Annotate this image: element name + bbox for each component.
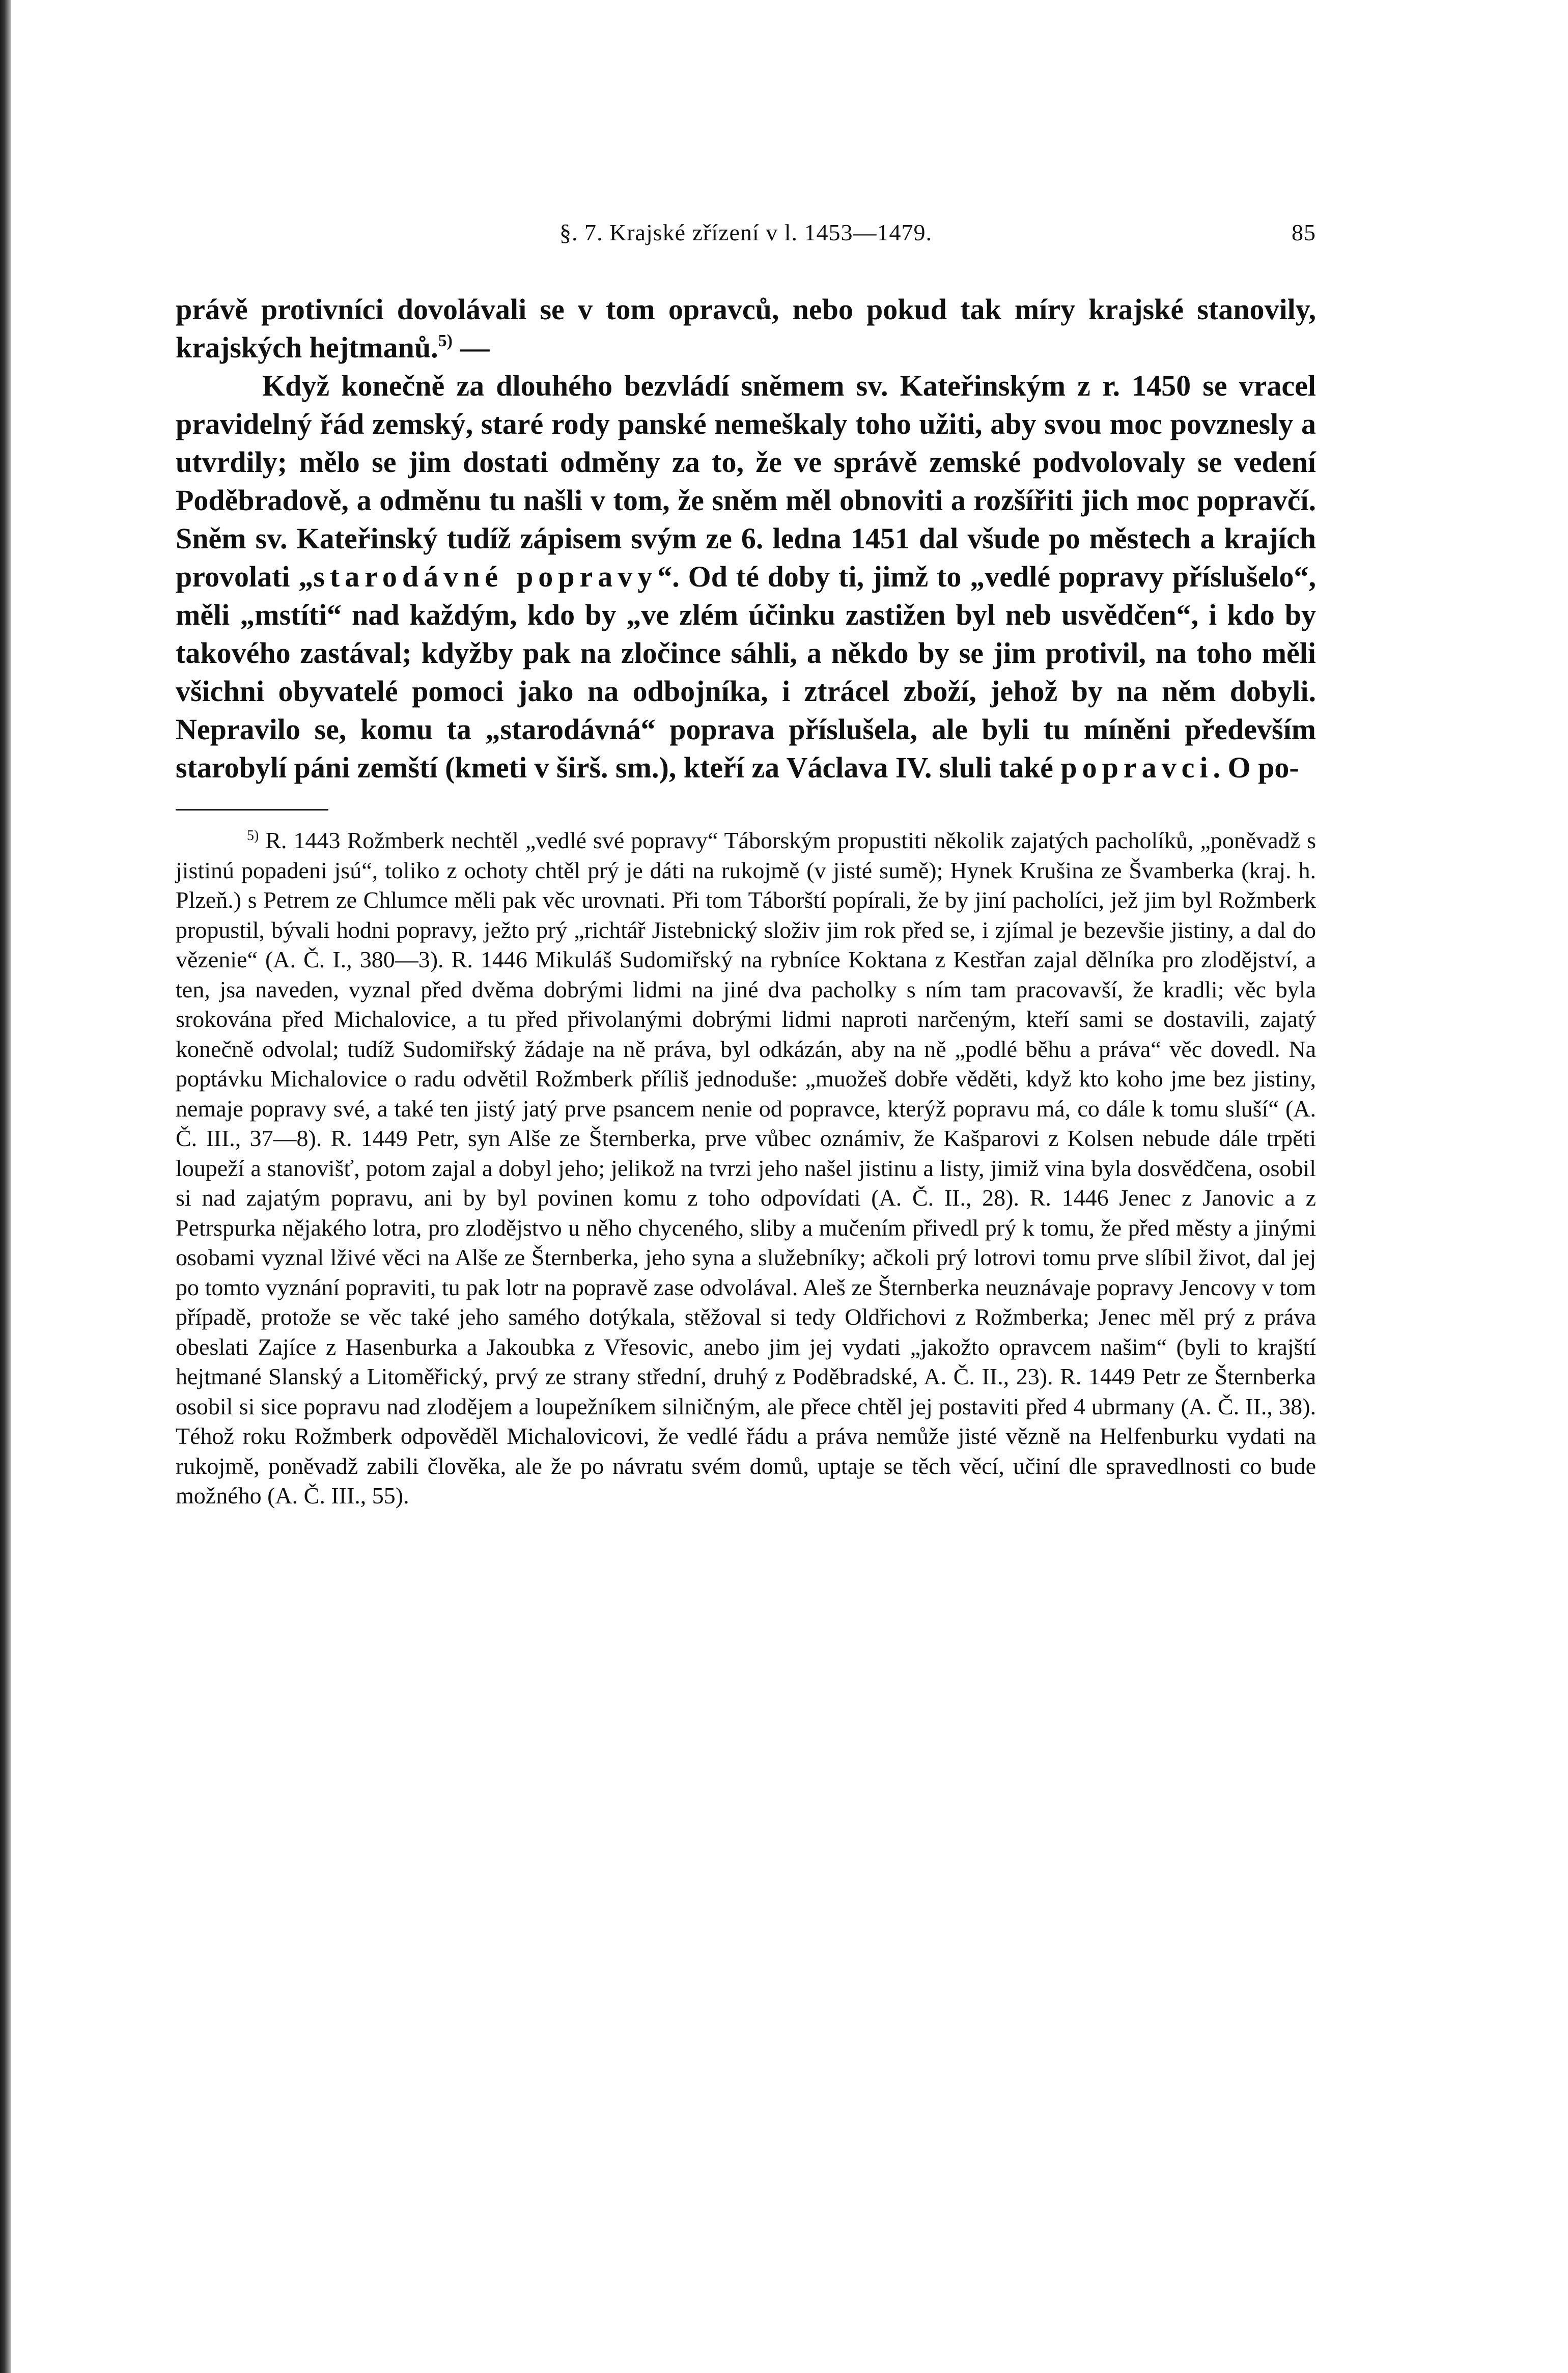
paragraph-1 bbox=[176, 290, 1316, 367]
footnote-marker: 5) bbox=[247, 828, 259, 844]
paragraph-1-dash: — bbox=[452, 331, 490, 364]
paragraph-2 bbox=[176, 367, 1316, 787]
main-text bbox=[176, 290, 1316, 787]
paragraph-2-text-c: . O po- bbox=[1213, 751, 1299, 784]
footnote-text: R. 1443 Rožmberk nechtěl „vedlé své popravy“ Táborským propustiti několik zajatých pacholíků, „poněvadž s jistinú popadeni jsú“, toliko z ochoty chtěl prý je dáti na rukojmě (v jisté sumě); Hynek Krušina ze Švamberka (kraj. h. Plzeň.) s Petrem ze Chlumce měli pak věc urovnati. Při tom Táborští popírali, že by jiní pacholíci, jež jim byl Rožmberk propustil, bývali hodni popravy, ježto prý „richtář Jistebnický složiv jim rok před se, i zjímal je bezevšie jistiny, a dal do vězenie“ (A. Č. I., 380—3). R. 1446 Mikuláš Sudomiřský na rybníce Koktana z Kestřan zajal dělníka pro zlodějství, a ten, jsa naveden, vyznal před dvěma dobrými lidmi na jiné dva pacholky s ním tam pracovavší, že kradli; věc byla srokována před Michalovice, a tu před přivolanými dobrými lidmi naproti narčeným, kteří sami se dostavili, zajatý konečně odvolal; tudíž Sudomiřský žádaje na ně práva, byl odkázán, aby na ně „podlé běhu a práva“ věc dovedl. Na poptávku Michalovice o radu odvětil Rožmberk příliš jednoduše: „muožeš dobře věděti, když kto koho jme bez jistiny, nemaje popravy své, a také ten jistý jatý prve psancem nenie od popravce, kterýž popravu má, co dále k tomu sluší“ (A. Č. III., 37—8). R. 1449 Petr, syn Alše ze Šternberka, prve vůbec oznámiv, že Kašparovi z Kolsen nebude dále trpěti loupeží a stanovišť, potom zajal a dobyl jeho; jelikož na tvrzi jeho našel jistinu a listy, jimiž vina byla dosvědčena, osobil si nad zajatým popravu, ani by byl povinen komu z toho odpovídati (A. Č. II., 28). R. 1446 Jenec z Janovic a z Petrspurka nějakého lotra, pro zlodějstvo u něho chyceného, sliby a mučením přivedl prý k tomu, že před městy a jinými osobami vyznal lživé věci na Alše ze Šternberka, jeho syna a služebníky; ačkoli prý lotrovi tomu prve slíbil život, dal jej po tomto vyznání popraviti, tu pak lotr na popravě zase odvolával. Aleš ze Šternberka neuznávaje popravy Jencovy v tom případě, protože se věc také jeho samého dotýkala, stěžoval si tedy Oldřichovi z Rožmberka; Jenec měl prý z práva obeslati Zajíce z Hasenburka a Jakoubka z Vřesovic, anebo jim jej vydati „jakožto opravcem našim“ (byli to krajští hejtmané Slanský a Litoměřický, prvý ze strany střední, druhý z Poděbradské, A. Č. II., 23). R. 1449 Petr ze Šternberka osobil si sice popravu nad zlodějem a loupežníkem silničným, ale přece chtěl jej postaviti před 4 ubrmany (A. Č. II., 38). Téhož roku Rožmberk odpověděl Michalovicovi, že vedlé řádu a práva nemůže jisté vězně na Helfenburku vydati na rukojmě, poněvadž zabili člověka, ale že po návratu svém domů, uptaje se těch věcí, učiní dle spravedlnosti co bude možného (A. Č. III., 55). bbox=[176, 827, 1317, 1509]
paragraph-1-text: právě protivníci dovolávali se v tom opravců, nebo pokud tak míry krajské stanovily, krajských hejtmanů. bbox=[176, 293, 1316, 364]
footnote-reference: 5) bbox=[438, 331, 453, 350]
book-page bbox=[176, 219, 1316, 1511]
spaced-emphasis-popravci: popravci bbox=[1060, 751, 1213, 784]
book-binding-edge bbox=[0, 0, 11, 2373]
running-head-title: §. 7. Krajské zřízení v l. 1453—1479. bbox=[559, 219, 932, 245]
paragraph-2-text-b: “. Od té doby ti, jimž to „vedlé popravy příslušelo“, měli „mstíti“ nad každým, kdo by „ve zlém účinku zastižen byl neb usvědčen“, i kdo by takového zastával; kdyžby pak na zločince sáhli, a někdo by se jim protivil, na toho měli všichni obyvatelé pomoci jako na odbojníka, i ztrácel zboží, jehož by na něm dobyli. Nepravilo se, komu ta „starodávná“ poprava příslušela, ale byli tu míněni především starobylí páni zemští (kmeti v širš. sm.), kteří za Václava IV. sluli také bbox=[176, 560, 1316, 784]
page-number: 85 bbox=[1292, 219, 1316, 245]
footnote-separator bbox=[176, 809, 328, 811]
running-head bbox=[176, 219, 1316, 255]
paragraph-2-text-a: Když konečně za dlouhého bezvládí sněmem sv. Kateřinským z r. 1450 se vracel pravidelný řád zemský, staré rody panské nemeškaly toho užiti, aby svou moc povznesly a utvrdily; mělo se jim dostati odměny za to, že ve správě zemské podvolovaly se vedení Poděbradově, a odměnu tu našli v tom, že sněm měl obnoviti a rozšířiti jich moc popravčí. Sněm sv. Kateřinský tudíž zápisem svým ze 6. ledna 1451 dal všude po městech a krajích provolati „ bbox=[176, 369, 1316, 593]
spaced-emphasis-starodavne-popravy: starodávné popravy bbox=[313, 560, 658, 593]
footnote-5 bbox=[176, 826, 1316, 1511]
